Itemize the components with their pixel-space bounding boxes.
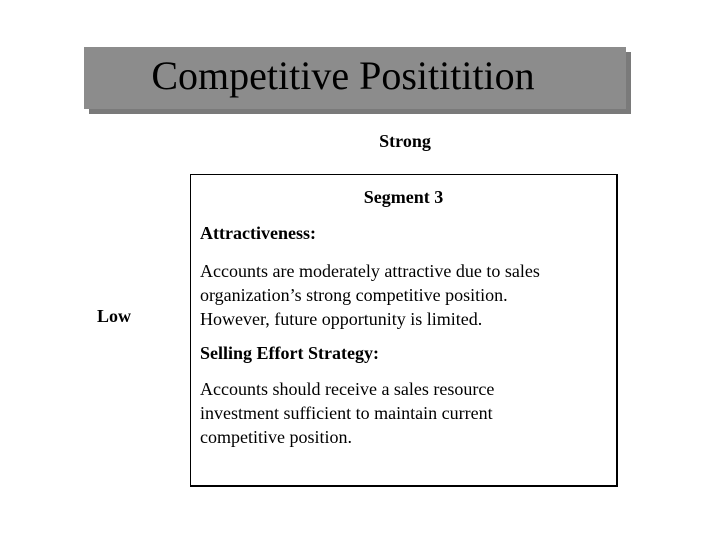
attractiveness-line: Accounts are moderately attractive due to sales [200, 261, 540, 281]
strategy-text [200, 377, 612, 449]
strategy-line: Accounts should receive a sales resource [200, 379, 495, 399]
attractiveness-text [200, 259, 612, 331]
page-title: Competitive Posititition [151, 53, 535, 98]
attractiveness-line: However, future opportunity is limited. [200, 309, 483, 329]
axis-label-low: Low [97, 306, 132, 326]
strategy-line: investment sufficient to maintain current [200, 403, 493, 423]
segment-title: Segment 3 [363, 187, 444, 207]
attractiveness-line: organization’s strong competitive position. [200, 285, 508, 305]
attractiveness-heading: Attractiveness: [200, 223, 316, 243]
axis-label-strong: Strong [379, 131, 431, 151]
title-banner [84, 47, 626, 109]
strategy-heading: Selling Effort Strategy: [200, 343, 379, 363]
segment-box [190, 174, 618, 487]
strategy-line: competitive position. [200, 427, 352, 447]
